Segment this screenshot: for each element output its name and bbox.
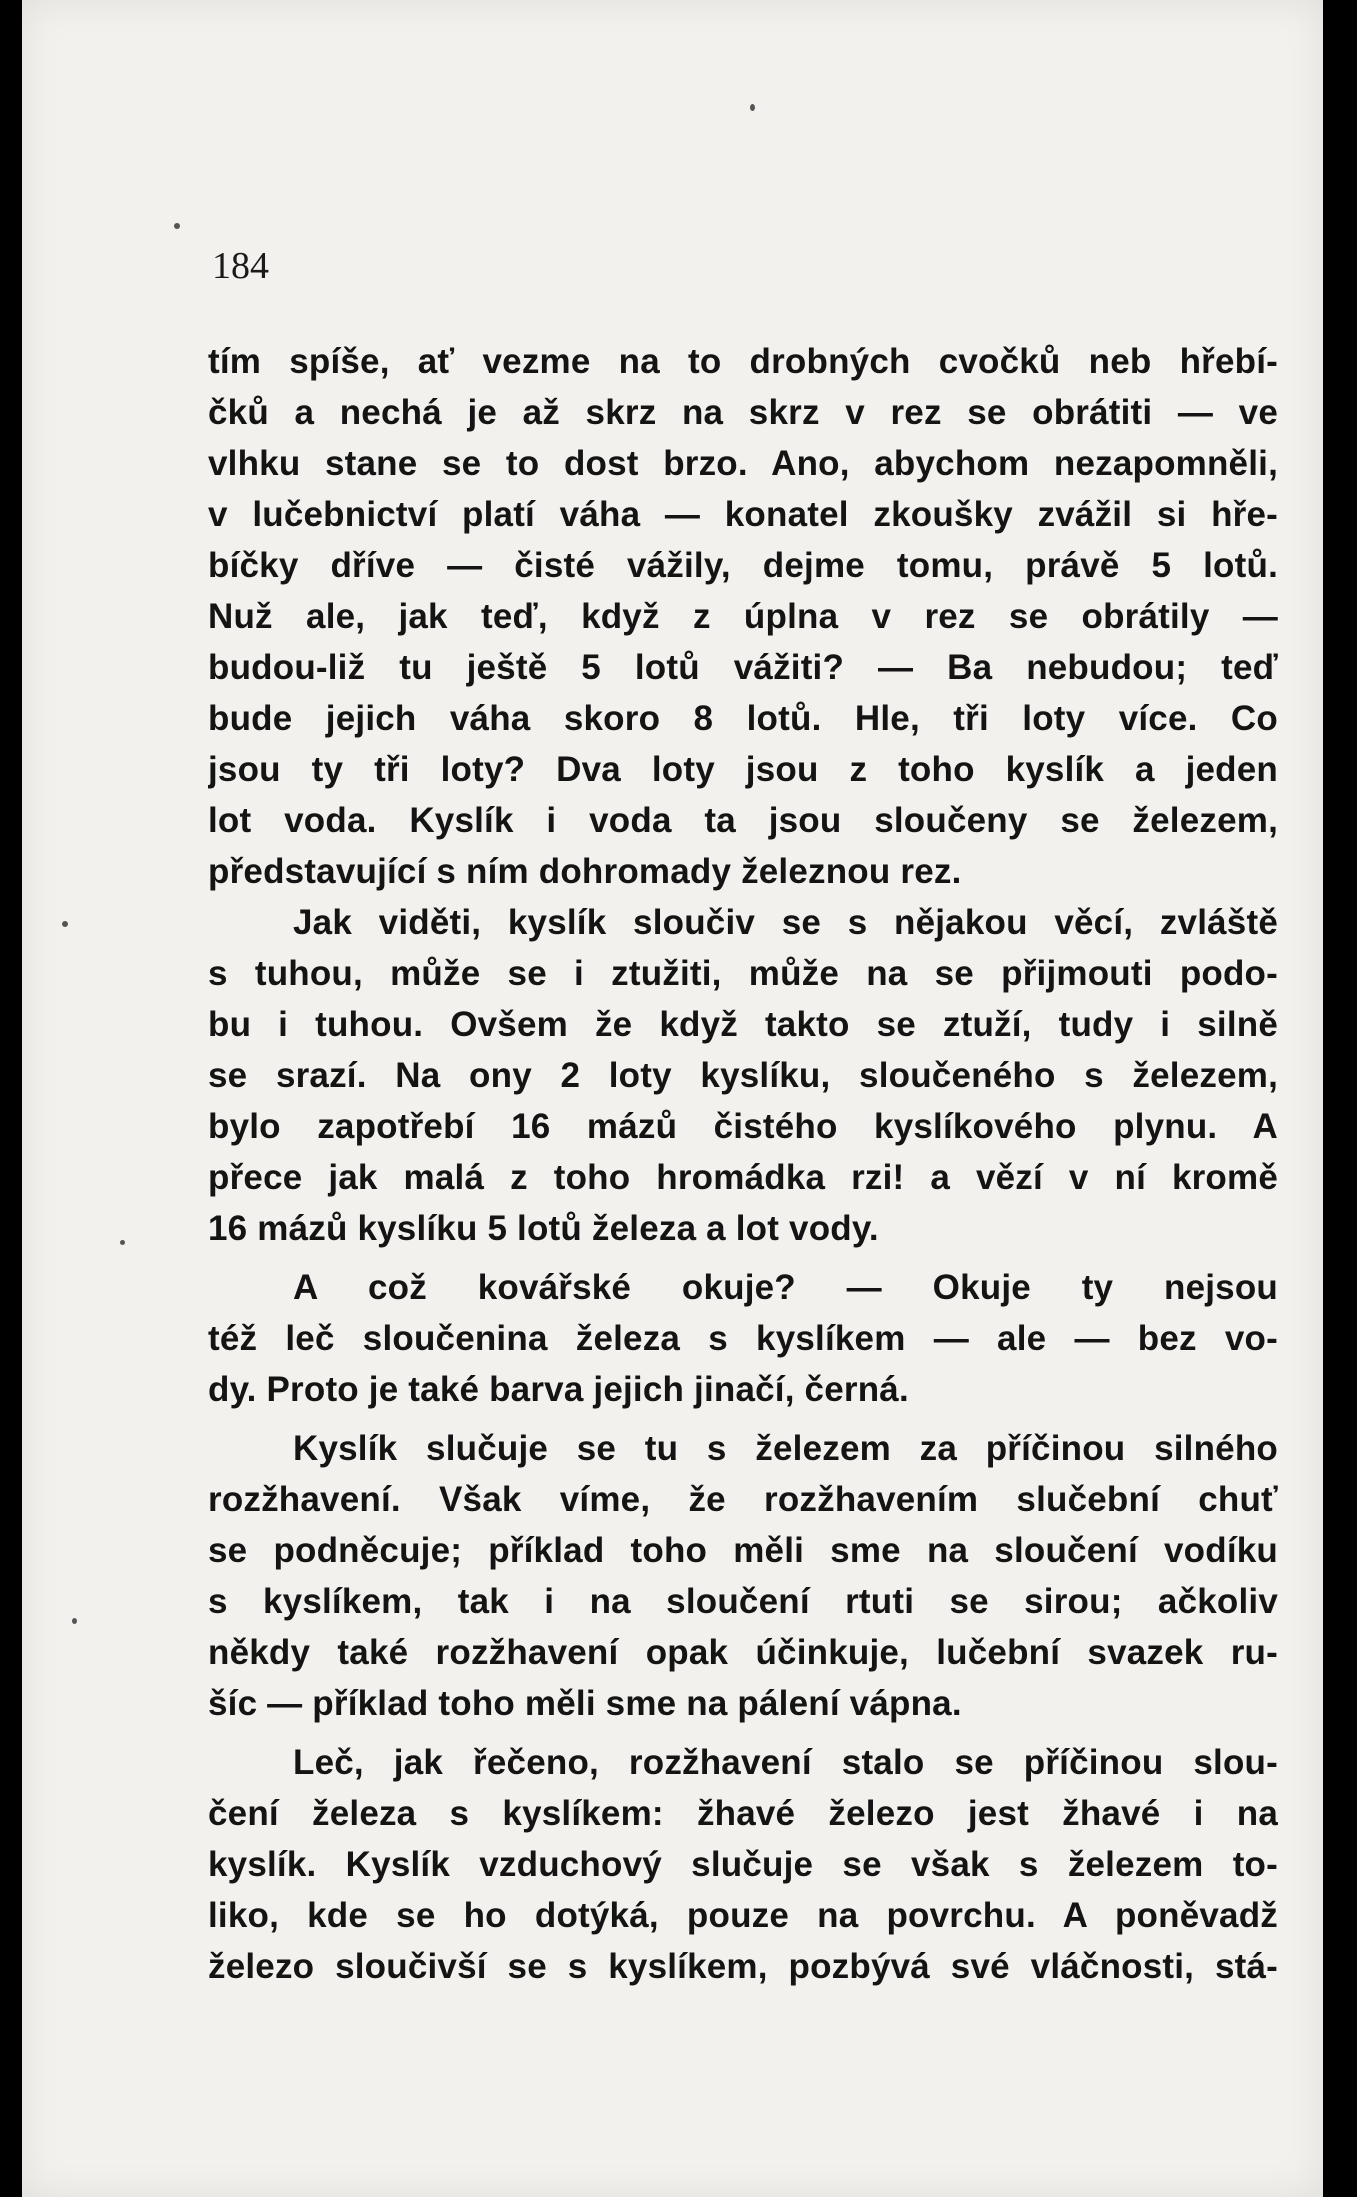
- text-line: přece jak malá z toho hromádka rzi! a vězí v ní kromě: [208, 1158, 1278, 1197]
- paragraph: [208, 1262, 1278, 1415]
- body-text: [208, 336, 1278, 1992]
- text-line: představující s ním dohromady železnou rez.: [208, 852, 962, 891]
- text-line: s kyslíkem, tak i na sloučení rtuti se sirou; ačkoliv: [208, 1582, 1278, 1621]
- paragraph: [208, 1737, 1278, 1992]
- scan-speck: [120, 1240, 125, 1245]
- scan-speck: [750, 104, 755, 111]
- text-line: čení železa s kyslíkem: žhavé železo jest žhavé i na: [208, 1794, 1278, 1833]
- text-line: bu i tuhou. Ovšem že když takto se ztuží, tudy i silně: [208, 1005, 1278, 1044]
- text-line: bude jejich váha skoro 8 lotů. Hle, tři loty více. Co: [208, 699, 1278, 738]
- text-line: železo sloučivší se s kyslíkem, pozbývá své vláčnosti, stá-: [208, 1947, 1278, 1986]
- text-line: jsou ty tři loty? Dva loty jsou z toho kyslík a jeden: [208, 750, 1278, 789]
- text-line: Leč, jak řečeno, rozžhavení stalo se příčinou slou-: [293, 1743, 1278, 1782]
- page-number: 184: [212, 245, 269, 287]
- text-line: tím spíše, ať vezme na to drobných cvočků neb hřebí-: [208, 342, 1278, 381]
- text-line: někdy také rozžhavení opak účinkuje, lučební svazek ru-: [208, 1633, 1278, 1672]
- text-line: bíčky dříve — čisté vážily, dejme tomu, právě 5 lotů.: [208, 546, 1278, 585]
- text-line: se srazí. Na ony 2 loty kyslíku, sloučeného s železem,: [208, 1056, 1278, 1095]
- text-line: dy. Proto je také barva jejich jinačí, černá.: [208, 1370, 909, 1409]
- scan-border-left: [0, 0, 22, 2197]
- scan-speck: [174, 223, 180, 229]
- book-page: [22, 0, 1323, 2197]
- paragraph: [208, 1423, 1278, 1729]
- text-line: v lučebnictví platí váha — konatel zkoušky zvážil si hře-: [208, 495, 1278, 534]
- text-line: čků a nechá je až skrz na skrz v rez se obrátiti — ve: [208, 393, 1278, 432]
- text-line: budou-liž tu ještě 5 lotů vážiti? — Ba nebudou; teď: [208, 648, 1278, 687]
- text-line: též leč sloučenina železa s kyslíkem — ale — bez vo-: [208, 1319, 1278, 1358]
- scan-speck: [62, 921, 68, 927]
- text-line: vlhku stane se to dost brzo. Ano, abychom nezapomněli,: [208, 444, 1278, 483]
- text-line: rozžhavení. Však víme, že rozžhavením slučební chuť: [208, 1480, 1278, 1519]
- paragraph: [208, 336, 1278, 897]
- text-line: šíc — příklad toho měli sme na pálení vápna.: [208, 1684, 962, 1723]
- paragraph: [208, 897, 1278, 1254]
- text-line: bylo zapotřebí 16 mázů čistého kyslíkového plynu. A: [208, 1107, 1278, 1146]
- scan-speck: [72, 1618, 77, 1624]
- text-line: liko, kde se ho dotýká, pouze na povrchu. A poněvadž: [208, 1896, 1278, 1935]
- text-line: lot voda. Kyslík i voda ta jsou sloučeny se železem,: [208, 801, 1278, 840]
- text-line: Kyslík slučuje se tu s železem za příčinou silného: [293, 1429, 1278, 1468]
- text-line: A což kovářské okuje? — Okuje ty nejsou: [293, 1268, 1278, 1307]
- text-line: se podněcuje; příklad toho měli sme na sloučení vodíku: [208, 1531, 1278, 1570]
- text-line: Nuž ale, jak teď, když z úplna v rez se obrátily —: [208, 597, 1278, 636]
- text-line: Jak viděti, kyslík sloučiv se s nějakou věcí, zvláště: [293, 903, 1278, 942]
- text-line: s tuhou, může se i ztužiti, může na se přijmouti podo-: [208, 954, 1278, 993]
- text-line: 16 mázů kyslíku 5 lotů železa a lot vody.: [208, 1209, 879, 1248]
- scan-border-right: [1323, 0, 1357, 2197]
- text-line: kyslík. Kyslík vzduchový slučuje se však s železem to-: [208, 1845, 1278, 1884]
